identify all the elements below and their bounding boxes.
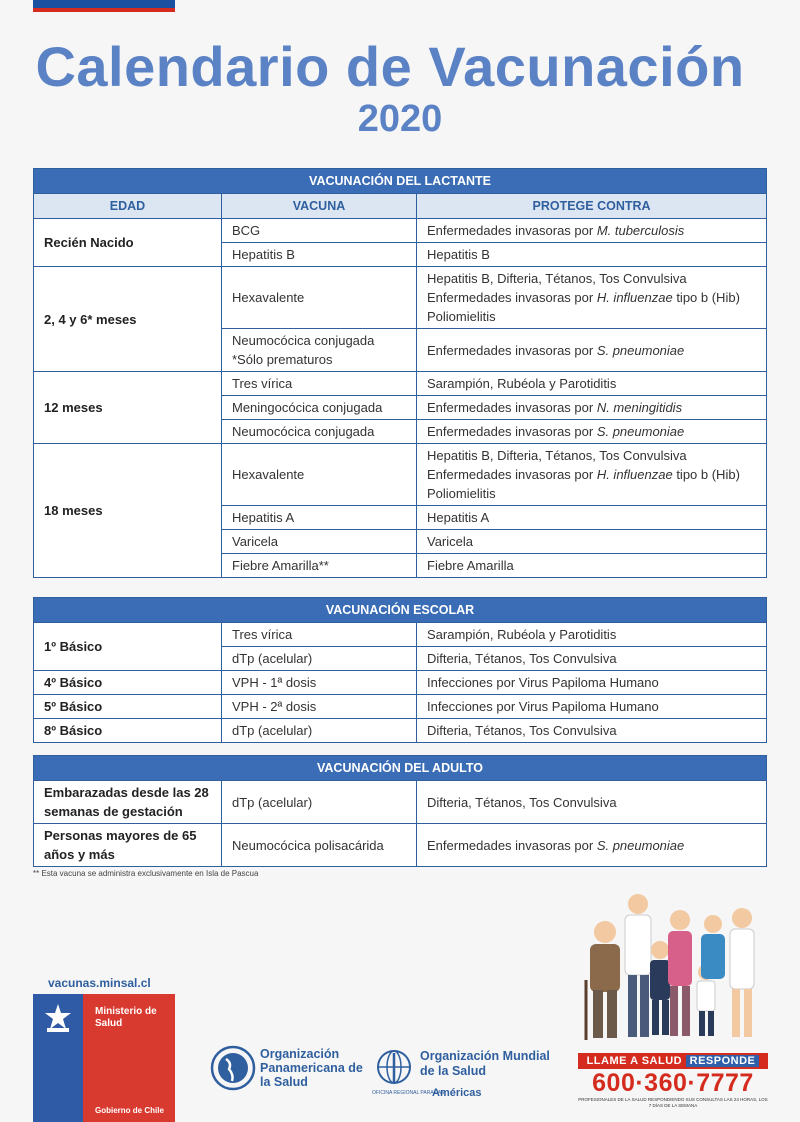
vaccine-cell xyxy=(222,530,417,554)
pathogen-name: S. pneumoniae xyxy=(596,342,685,358)
vaccine-line: Hepatitis A xyxy=(232,510,295,525)
protects-line xyxy=(427,221,756,240)
vaccine-line: BCG xyxy=(232,223,261,238)
vaccine-line: *Sólo prematuros xyxy=(232,352,333,367)
ops-name: Organización Panamericana de la Salud xyxy=(260,1047,363,1089)
protects-line xyxy=(427,625,756,644)
vaccine-cell xyxy=(222,219,417,243)
protects-cell xyxy=(417,695,767,719)
protects-line xyxy=(427,532,756,551)
vaccine-cell xyxy=(222,243,417,267)
protects-text: Hepatitis A xyxy=(427,510,490,525)
pathogen-name: M. tuberculosis xyxy=(596,223,685,238)
protects-text-after: tipo b (Hib) xyxy=(672,467,740,482)
vaccine-line: Neumocócica conjugada xyxy=(232,333,375,348)
age-cell: 12 meses xyxy=(34,372,222,444)
lactante-table xyxy=(33,168,767,578)
vaccine-cell xyxy=(222,444,417,506)
protects-cell xyxy=(417,243,767,267)
age-cell: Recién Nacido xyxy=(34,219,222,267)
protects-line xyxy=(427,374,756,393)
table-row xyxy=(34,824,767,867)
protects-text: Difteria, Tétanos, Tos Convulsiva xyxy=(427,794,617,810)
protects-cell xyxy=(417,372,767,396)
hotline-block xyxy=(578,1053,768,1109)
who-emblem-icon xyxy=(372,1047,416,1087)
website-link[interactable]: vacunas.minsal.cl xyxy=(48,976,151,990)
vaccine-line: Hexavalente xyxy=(232,467,305,482)
family-illustration xyxy=(580,880,765,1050)
protects-text: Enfermedades invasoras por xyxy=(427,400,597,415)
protects-line xyxy=(427,793,756,812)
age-cell: 4º Básico xyxy=(34,671,222,695)
ops-logo xyxy=(210,1045,363,1095)
protects-line xyxy=(427,836,756,855)
protects-line xyxy=(427,341,756,360)
page-year: 2020 xyxy=(357,98,443,140)
protects-text-after: tipo b (Hib) xyxy=(672,290,740,305)
protects-cell xyxy=(417,420,767,444)
hotline-fine-print: PROFESIONALES DE LA SALUD RESPONDIENDO SUS CONSULTAS LAS 24 HORAS, LOS 7 DÍAS DE LA SEMANA xyxy=(578,1097,768,1108)
vaccine-line: Hexavalente xyxy=(232,290,305,305)
page-title: Calendario de Vacunación xyxy=(35,35,745,98)
protects-cell xyxy=(417,554,767,578)
vaccine-cell xyxy=(222,671,417,695)
vaccine-cell xyxy=(222,554,417,578)
protects-text: Enfermedades invasoras por xyxy=(427,290,597,305)
pathogen-name: S. pneumoniae xyxy=(596,424,685,439)
table-row xyxy=(34,219,767,243)
protects-text: Enfermedades invasoras por xyxy=(427,342,597,358)
protects-text: Enfermedades invasoras por xyxy=(427,424,597,439)
protects-line xyxy=(427,245,756,264)
protects-line xyxy=(427,721,756,740)
protects-text: Poliomielitis xyxy=(427,486,496,501)
vaccine-line: VPH - 1ª dosis xyxy=(232,675,317,690)
protects-line xyxy=(427,649,756,668)
oms-logo xyxy=(372,1045,550,1105)
table-row xyxy=(34,372,767,396)
vaccine-line: Meningocócica conjugada xyxy=(232,400,383,415)
table-row xyxy=(34,719,767,743)
protects-cell xyxy=(417,671,767,695)
vaccine-cell xyxy=(222,329,417,372)
protects-line xyxy=(427,673,756,692)
footnote: ** Esta vacuna se administra exclusivamente en Isla de Pascua xyxy=(33,869,259,878)
hotline-label-b: RESPONDE xyxy=(686,1055,760,1067)
protects-text: Infecciones por Virus Papiloma Humano xyxy=(427,699,659,714)
protects-line xyxy=(427,446,756,465)
protects-cell xyxy=(417,781,767,824)
protects-line xyxy=(427,508,756,527)
vaccine-cell xyxy=(222,719,417,743)
hotline-label xyxy=(578,1053,768,1069)
protects-line xyxy=(427,269,756,288)
table-row xyxy=(34,623,767,647)
hotline-phone[interactable]: 600·360·7777 xyxy=(592,1069,754,1097)
pathogen-name: N. meningitidis xyxy=(596,400,683,415)
protects-cell xyxy=(417,623,767,647)
vaccine-line: VPH - 2ª dosis xyxy=(232,699,317,714)
protects-line xyxy=(427,697,756,716)
vaccine-line: dTp (acelular) xyxy=(232,651,313,666)
protects-cell xyxy=(417,506,767,530)
vaccine-line: Varicela xyxy=(232,534,279,549)
protects-cell xyxy=(417,396,767,420)
protects-cell xyxy=(417,647,767,671)
table-row xyxy=(34,444,767,506)
protects-cell xyxy=(417,530,767,554)
protects-line xyxy=(427,307,756,326)
vaccine-line: dTp (acelular) xyxy=(232,794,313,810)
protects-line xyxy=(427,422,756,441)
vaccine-line: dTp (acelular) xyxy=(232,723,313,738)
vaccine-line: Tres vírica xyxy=(232,627,293,642)
vaccine-line: Neumocócica conjugada xyxy=(232,424,375,439)
vaccine-cell xyxy=(222,623,417,647)
column-header-vacuna: VACUNA xyxy=(222,194,417,219)
age-cell: 18 meses xyxy=(34,444,222,578)
vaccine-cell xyxy=(222,647,417,671)
protects-text: Fiebre Amarilla xyxy=(427,558,514,573)
vaccine-cell xyxy=(222,420,417,444)
ministry-name: Ministerio de Salud xyxy=(95,1006,157,1029)
age-cell: 2, 4 y 6* meses xyxy=(34,267,222,372)
table-row xyxy=(34,671,767,695)
age-cell: 1º Básico xyxy=(34,623,222,671)
government-name: Gobierno de Chile xyxy=(95,1106,164,1115)
protects-text: Enfermedades invasoras por xyxy=(427,223,597,238)
age-cell: Personas mayores de 65 años y más xyxy=(34,824,222,867)
protects-text: Poliomielitis xyxy=(427,309,496,324)
column-header-edad: EDAD xyxy=(34,194,222,219)
protects-cell xyxy=(417,267,767,329)
pathogen-name: H. influenzae xyxy=(596,290,673,305)
protects-text: Hepatitis B, Difteria, Tétanos, Tos Convulsiva xyxy=(427,448,687,463)
chile-crest-icon xyxy=(41,1002,75,1036)
hotline-label-a: LLAME A SALUD xyxy=(586,1055,683,1067)
vaccine-line: Neumocócica polisacárida xyxy=(232,837,384,853)
chile-flag-strip xyxy=(33,0,175,12)
oms-region: Américas xyxy=(432,1087,482,1099)
protects-text: Difteria, Tétanos, Tos Convulsiva xyxy=(427,723,617,738)
age-cell: Embarazadas desde las 28 semanas de gestación xyxy=(34,781,222,824)
vaccine-cell xyxy=(222,372,417,396)
escolar-table xyxy=(33,597,767,743)
protects-text: Sarampión, Rubéola y Parotiditis xyxy=(427,376,617,391)
vaccine-cell xyxy=(222,781,417,824)
protects-cell xyxy=(417,824,767,867)
vaccine-cell xyxy=(222,396,417,420)
protects-text: Infecciones por Virus Papiloma Humano xyxy=(427,675,659,690)
vaccine-line: Fiebre Amarilla** xyxy=(232,558,329,573)
table-row xyxy=(34,267,767,329)
protects-line xyxy=(427,465,756,484)
table-row xyxy=(34,781,767,824)
protects-text: Sarampión, Rubéola y Parotiditis xyxy=(427,627,617,642)
vaccine-line: Tres vírica xyxy=(232,376,293,391)
age-cell: 8º Básico xyxy=(34,719,222,743)
protects-line xyxy=(427,398,756,417)
vaccine-cell xyxy=(222,267,417,329)
section-band: VACUNACIÓN DEL LACTANTE xyxy=(34,169,767,194)
protects-text: Varicela xyxy=(427,534,474,549)
protects-cell xyxy=(417,719,767,743)
age-cell: 5º Básico xyxy=(34,695,222,719)
pathogen-name: H. influenzae xyxy=(596,467,673,482)
oms-small-label: OFICINA REGIONAL PARA LAS xyxy=(372,1090,445,1096)
ministry-logo xyxy=(33,994,175,1122)
vaccine-line: Hepatitis B xyxy=(232,247,295,262)
adulto-table xyxy=(33,755,767,867)
protects-text: Enfermedades invasoras por xyxy=(427,467,597,482)
section-band: VACUNACIÓN DEL ADULTO xyxy=(34,756,767,781)
section-band: VACUNACIÓN ESCOLAR xyxy=(34,598,767,623)
pathogen-name: S. pneumoniae xyxy=(596,837,685,853)
vaccine-cell xyxy=(222,506,417,530)
table-row xyxy=(34,695,767,719)
flag-red-band xyxy=(33,8,175,12)
vaccine-cell xyxy=(222,695,417,719)
protects-cell xyxy=(417,219,767,243)
globe-icon xyxy=(210,1045,256,1091)
column-header-protege: PROTEGE CONTRA xyxy=(417,194,767,219)
protects-text: Difteria, Tétanos, Tos Convulsiva xyxy=(427,651,617,666)
protects-cell xyxy=(417,444,767,506)
protects-line xyxy=(427,484,756,503)
flag-blue-band xyxy=(33,0,175,8)
protects-cell xyxy=(417,329,767,372)
protects-line xyxy=(427,556,756,575)
protects-text: Enfermedades invasoras por xyxy=(427,837,597,853)
protects-text: Hepatitis B, Difteria, Tétanos, Tos Convulsiva xyxy=(427,271,687,286)
vaccine-cell xyxy=(222,824,417,867)
protects-text: Hepatitis B xyxy=(427,247,490,262)
oms-name: Organización Mundial de la Salud xyxy=(420,1049,550,1078)
protects-line xyxy=(427,288,756,307)
